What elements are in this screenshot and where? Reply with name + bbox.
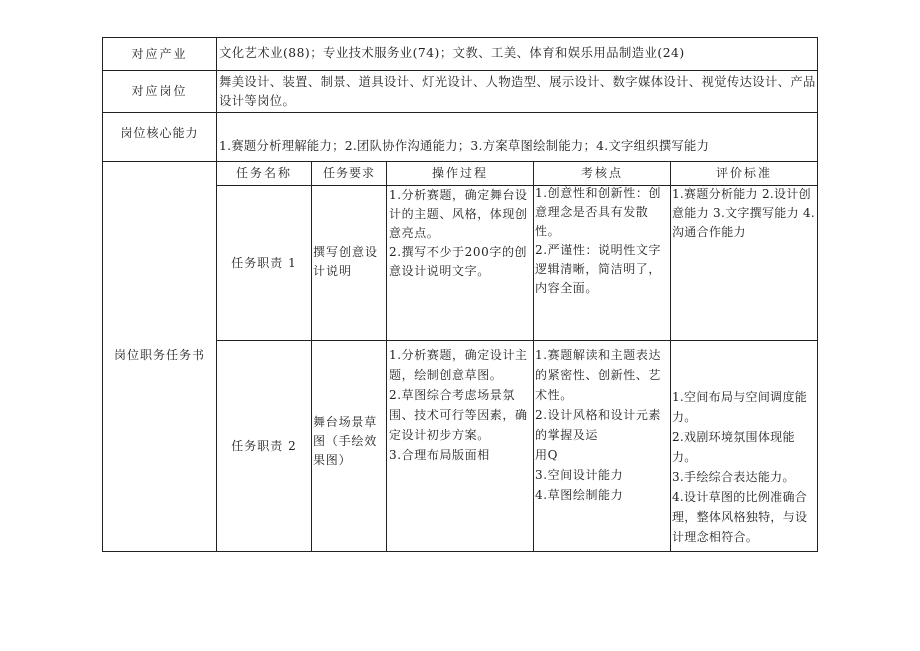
tasks-label: 岗位职务任务书 <box>113 347 205 362</box>
task-1-process: 1.分析赛题，确定舞台设计的主题、风格，体现创意亮点。 2.撰写不少于200字的创意设计说明文字。 <box>389 188 528 278</box>
industry-value: 文化艺术业(88)；专业技术服务业(74)；文教、工美、体育和娱乐用品制造业(24) <box>219 46 685 60</box>
header-task-requirement: 任务要求 <box>322 166 375 180</box>
task-1-criteria: 1.赛题分析能力 2.设计创意能力 3.文字撰写能力 4.沟通合作能力 <box>672 187 816 239</box>
header-task-name: 任务名称 <box>235 166 292 180</box>
task-2-requirement: 舞台场景草图（手绘效果图） <box>313 415 378 467</box>
header-process: 操作过程 <box>431 166 488 180</box>
header-criteria: 评价标准 <box>715 166 772 180</box>
column-divider <box>533 161 534 552</box>
task-1-name: 任务职责 1 <box>231 255 297 270</box>
position-label: 对应岗位 <box>131 84 188 98</box>
task-1-assessment: 1.创意性和创新性：创意理念是否具有发散性。 2.严谨性：说明性文字逻辑清晰，简洁明了，内容全面。 <box>535 186 662 295</box>
column-divider <box>670 161 671 552</box>
task-1-requirement: 撰写创意设计说明 <box>313 245 379 278</box>
task-2-criteria: 1.空间布局与空间调度能力。 2.戏剧环境氛围体现能力。 3.手绘综合表达能力。 4.设计草图的比例准确合理，整体风格独特，与设计理念相符合。 <box>672 390 808 544</box>
task-2-name: 任务职责 2 <box>231 439 297 453</box>
task-2-assessment: 1.赛题解读和主题表达的紧密性、创新性、艺术性。 2.设计风格和设计元素的掌握及运 用Q 3.空间设计能力 4.草图绘制能力 <box>535 348 662 502</box>
industry-label: 对应产业 <box>131 46 188 61</box>
core-value: 1.赛题分析理解能力；2.团队协作沟通能力；3.方案草图绘制能力；4.文字组织撰写能力 <box>219 139 710 153</box>
core-label: 岗位核心能力 <box>120 125 199 140</box>
task-2-process: 1.分析赛题，确定设计主题，绘制创意草图。 2.草图综合考虑场景氛围、技术可行等因素，确定设计初步方案。 3.合理布局版面相 <box>389 348 528 462</box>
column-divider <box>386 161 387 552</box>
position-value: 舞美设计、装置、制景、道具设计、灯光设计、人物造型、展示设计、数字媒体设计、视觉传达设计、产品设计等岗位。 <box>219 75 816 108</box>
header-assessment: 考核点 <box>580 166 623 180</box>
column-divider <box>311 161 312 552</box>
